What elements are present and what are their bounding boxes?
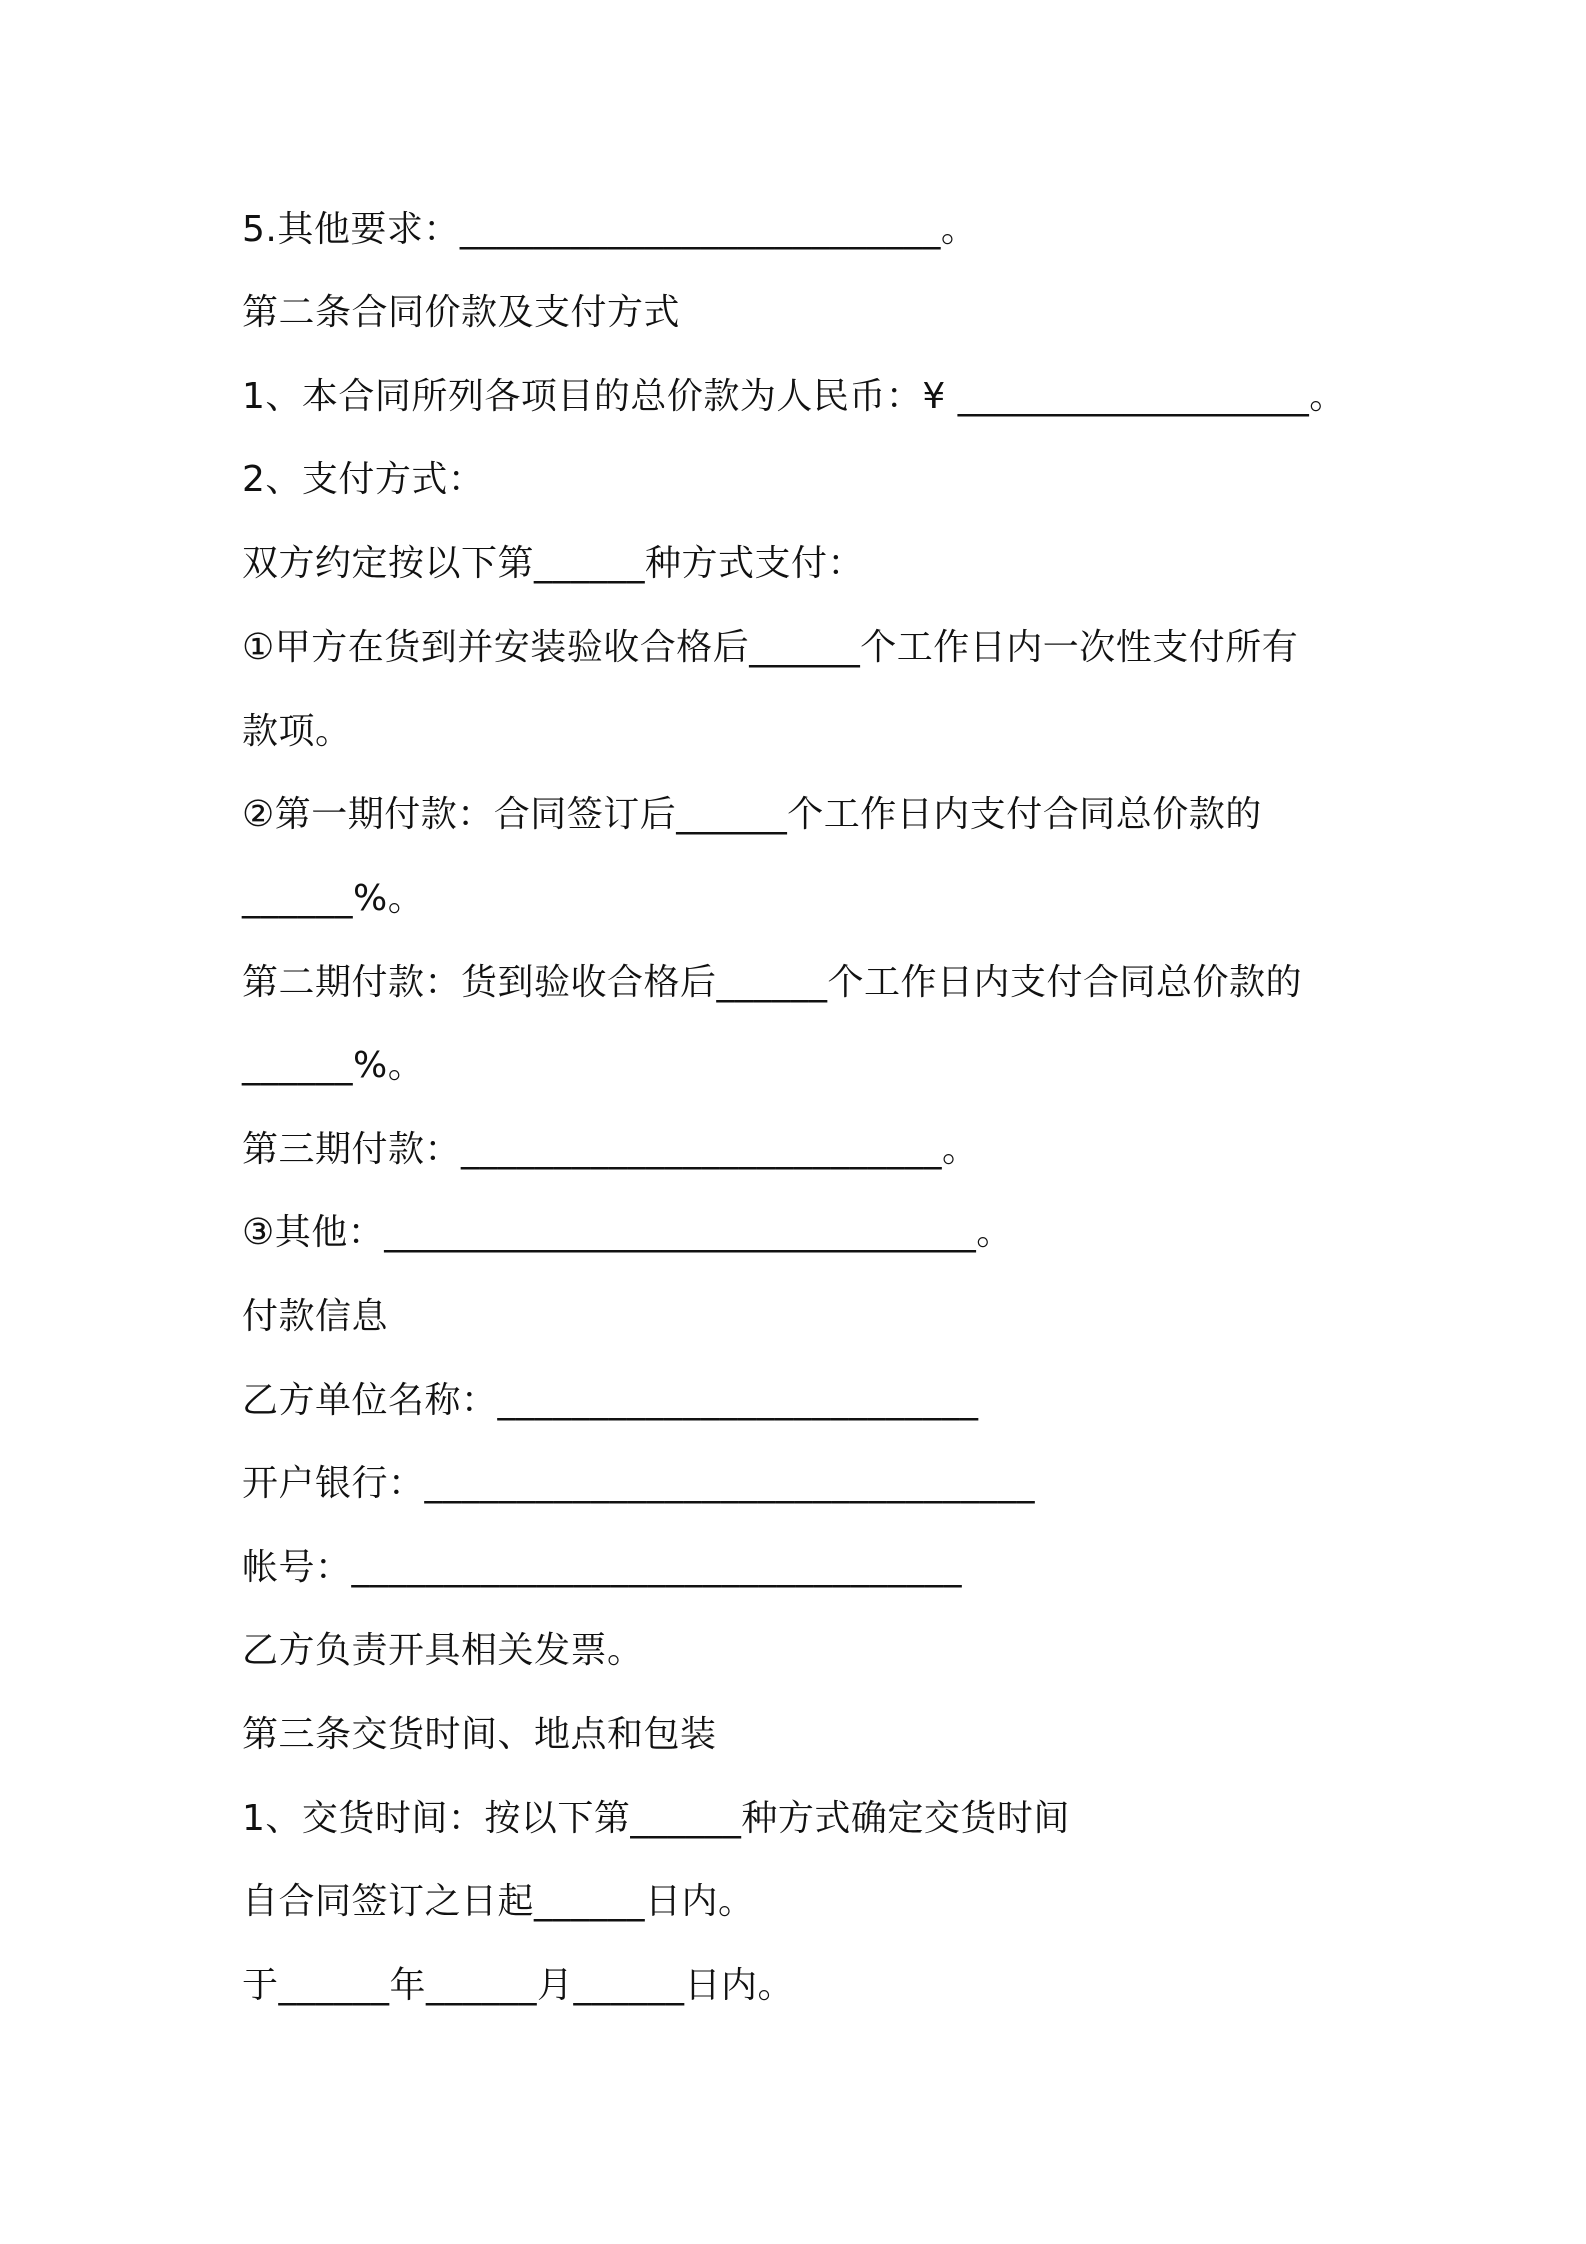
delivery-within-days: 自合同签订之日起______日内。 xyxy=(242,1881,755,1922)
payment-option-3-other: ③其他：________________________________。 xyxy=(242,1212,1013,1253)
payment-method-heading: 2、支付方式： xyxy=(242,459,485,500)
account-number: 帐号：_________________________________ xyxy=(242,1547,963,1588)
delivery-time-line: 1、交货时间：按以下第______种方式确定交货时间 xyxy=(242,1798,1070,1839)
third-installment: 第三期付款：__________________________。 xyxy=(242,1129,979,1170)
payment-option-choice: 双方约定按以下第______种方式支付： xyxy=(242,543,865,584)
payment-info-heading: 付款信息 xyxy=(242,1296,389,1337)
bank-name: 开户银行：_________________________________ xyxy=(242,1463,1036,1504)
second-installment: 第二期付款：货到验收合格后______个工作日内支付合同总价款的 xyxy=(242,962,1303,1003)
party-b-unit-name: 乙方单位名称：__________________________ xyxy=(242,1380,979,1421)
article-2-heading: 第二条合同价款及支付方式 xyxy=(242,292,681,333)
delivery-by-date: 于______年______月______日内。 xyxy=(242,1965,795,2006)
payment-option-1-line2: 款项。 xyxy=(242,711,352,752)
total-price-line: 1、本合同所列各项目的总价款为人民币：¥ ___________________。 xyxy=(242,376,1346,417)
second-installment-percent: ______%。 xyxy=(242,1045,425,1086)
first-installment-percent: ______%。 xyxy=(242,878,425,919)
article-3-heading: 第三条交货时间、地点和包装 xyxy=(242,1714,717,1755)
payment-option-2-first-installment: ②第一期付款：合同签订后______个工作日内支付合同总价款的 xyxy=(242,794,1262,835)
clause-other-requirements: 5.其他要求：__________________________。 xyxy=(242,209,978,250)
payment-option-1-line1: ①甲方在货到并安装验收合格后______个工作日内一次性支付所有 xyxy=(242,627,1299,668)
invoice-note: 乙方负责开具相关发票。 xyxy=(242,1630,644,1671)
